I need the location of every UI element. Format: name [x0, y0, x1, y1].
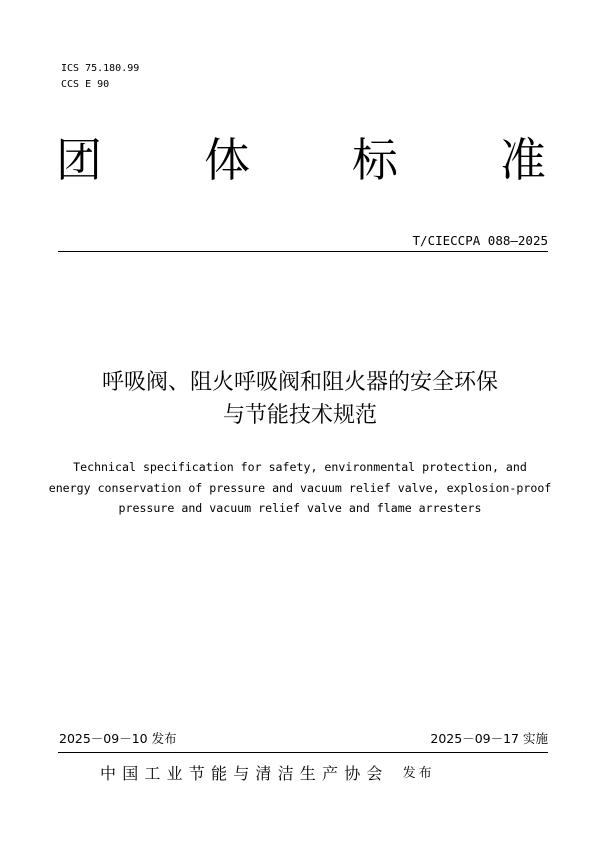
chinese-title-line: 呼吸阀、阻火呼吸阀和阻火器的安全环保 [101, 370, 498, 395]
chinese-title [40, 366, 560, 432]
title-char: 准 [500, 133, 546, 187]
english-title [40, 457, 560, 519]
standard-type-title [56, 128, 546, 192]
bottom-divider [58, 752, 548, 753]
implementation-date: 2025－09－17 实施 [430, 731, 548, 746]
title-char: 标 [352, 133, 398, 187]
ccs-code: CCS E 90 [61, 79, 110, 90]
chinese-title-line: 与节能技术规范 [222, 403, 377, 428]
publisher-line [100, 763, 520, 785]
top-divider [58, 251, 548, 252]
title-char: 团 [56, 133, 102, 187]
english-title-line: energy conservation of pressure and vacuum relief valve, explosion-proof [48, 480, 552, 495]
ics-code: ICS 75.180.99 [61, 63, 140, 74]
english-title-line: pressure and vacuum relief valve and flame arresters [118, 501, 482, 515]
standard-number: T/CIECCPA 088—2025 [412, 233, 548, 248]
publisher-organization: 中国工业节能与清洁生产协会 [100, 764, 389, 783]
issue-date: 2025－09－10 发布 [59, 731, 177, 746]
title-char: 体 [204, 133, 250, 187]
publish-label: 发布 [402, 766, 435, 781]
english-title-line: Technical specification for safety, environmental protection, and [73, 460, 527, 474]
